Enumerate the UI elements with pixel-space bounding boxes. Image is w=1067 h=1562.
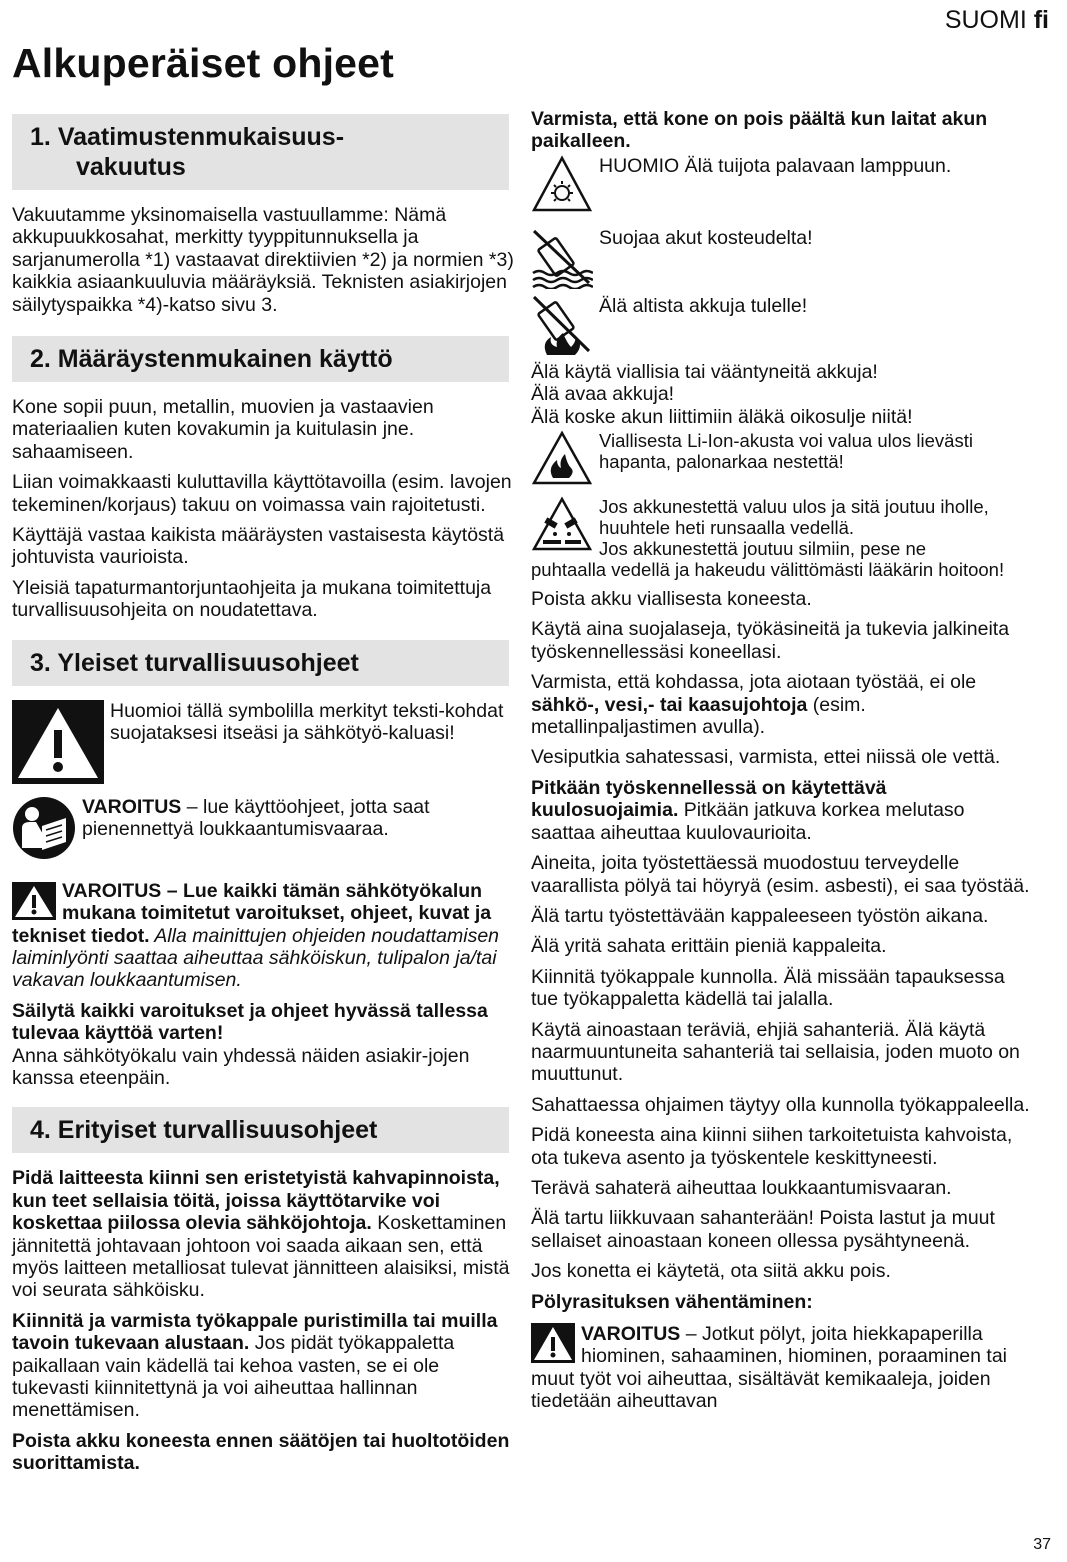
page-number: 37 [1033, 1536, 1051, 1553]
fire-warning: Älä altista akkuja tulelle! [531, 295, 1031, 357]
hazardous-dust-note: Aineita, joita työstettäessä muodostuu terveydelle vaarallista pölyä tai höyryä (esim. asbesti), ei saa työstää. [531, 852, 1030, 897]
keep-instructions: Säilytä kaikki varoitukset ja ohjeet hyvässä tallessa tulevaa käyttöä varten! Anna sähkötyökalu vain yhdessä näiden asiakir-jojen kanssa eteenpäin. [12, 999, 488, 1089]
section-1-heading: 1. Vaatimustenmukaisuus- vakuutus [12, 114, 509, 190]
right-column [531, 108, 1031, 1421]
flammable-icon [531, 430, 593, 486]
small-pieces-note: Älä yritä sahata erittäin pieniä kappaleita. [531, 935, 887, 958]
guide-note: Sahattaessa ohjaimen täytyy olla kunnolla työkappaleella. [531, 1093, 1030, 1116]
eyes-note: puhtaalla vedellä ja hakeudu välittömästi lääkärin hoitoon! [531, 559, 1005, 581]
clamp-note: Kiinnitä työkappale kunnolla. Älä missään tapauksessa tue työkappaletta kädellä tai jalalla. [531, 965, 1005, 1011]
usage-paragraph-2: Liian voimakkaasti kuluttavilla käyttötavoilla (esim. lavojen tekeminen/korjaus) takuu on voimassa vain rajoitetusti. [12, 471, 512, 516]
lamp-warning-icon [531, 155, 593, 213]
unused-note: Jos konetta ei käytetä, ota siitä akku pois. [531, 1260, 891, 1283]
read-manual-icon [12, 796, 76, 860]
special-safety-1: Pidä laitteesta kiinni sen eristetyistä kahvapinnoista, kun teet sellaisia töitä, joissa käyttötarvike voi koskettaa piilossa olevia sähköjohtoja. Koskettaminen jännitettä johtavaan johtoon voi saada aikaan sen, että myös laitteen metalliosat tulevat jännitteen alaisiksi, mistä voi seurata sähköisku. [12, 1167, 510, 1302]
no-fire-icon [531, 295, 593, 357]
usage-paragraph-1: Kone sopii puun, metallin, muovien ja vastaavien materiaalien kuten kovakumin ja kuitulasin jne. sahaamiseen. [12, 396, 434, 463]
skin-warning: Jos akkunestettä valuu ulos ja sitä joutuu iholle, huuhtele heti runsaalla vedellä. Jos akkunestettä joutuu silmiin, pese ne [531, 496, 1031, 559]
leak-warning: Viallisesta Li-Ion-akusta voi valua ulos lievästi hapanta, palonarkaa nestettä! [531, 430, 1031, 486]
read-manual-note: VAROITUS – lue käyttöohjeet, jotta saat pienennettyä loukkaantumisvaaraa. [12, 796, 514, 860]
section-3-heading: 3. Yleiset turvallisuusohjeet [12, 640, 509, 686]
sharp-blade-note: Terävä sahaterä aiheuttaa loukkaantumisvaaran. [531, 1176, 952, 1199]
usage-paragraph-3: Käyttäjä vastaa kaikista määräysten vastaisesta käytöstä johtuvista vaurioista. [12, 524, 505, 569]
hearing-note: Pitkään työskennellessä on käytettävä kuulosuojaimia. Pitkään jatkuva korkea melutaso saattaa aiheuttaa kuulovaurioita. [531, 776, 965, 844]
battery-off-note: Varmista, että kone on pois päältä kun laitat akun paikalleen. [531, 108, 988, 153]
moving-blade-note: Älä tartu liikkuvaan sahanterään! Poista lastut ja muut sellaiset ainoastaan koneen ollessa pysähtyneenä. [531, 1207, 995, 1252]
left-column [12, 108, 514, 1483]
page-title: Alkuperäiset ohjeet [12, 40, 395, 86]
warning-small-icon [531, 1323, 575, 1363]
usage-paragraph-4: Yleisiä tapaturmantorjuntaohjeita ja mukana toimitettuja turvallisuusohjeita on noudatettava. [12, 576, 492, 622]
section-4-heading: 4. Erityiset turvallisuusohjeet [12, 1107, 509, 1153]
declaration-text: Vakuutamme yksinomaisella vastuullamme: Nämä akkupuukkosahat, merkitty tyyppitunnuksella ja sarjanumerolla *1) vastaavat direktiivien *2) ja normien *3) kaikkia asiaankuuluvia määräyksiä. Teknisten asiakirjojen säilytyspaikka *4)-katso sivu 3. [12, 204, 514, 316]
ppe-note: Käytä aina suojalaseja, työkäsineitä ja tukevia jalkineita työskennellessäsi koneellasi. [531, 618, 1010, 663]
remove-battery-note: Poista akku viallisesta koneesta. [531, 588, 812, 611]
warning-triangle-icon [12, 700, 104, 784]
lamp-warning: HUOMIO Älä tuijota palavaan lamppuun. [531, 155, 1031, 213]
dust-warning-block: VAROITUS – Jotkut pölyt, joita hiekkapaperilla hiominen, sahaaminen, hiominen, poraaminen tai muut työt voi aiheuttaa, sisältävät kemikaaleja, joiden tiedetään aiheuttavan [531, 1323, 1008, 1413]
warning-symbol-note: Huomioi tällä symbolilla merkityt teksti-kohdat suojataksesi itseäsi ja sähkötyö-kaluasi! [12, 700, 514, 784]
damaged-battery-notes: Älä käytä viallisia tai vääntyneitä akkuja! Älä avaa akkuja! Älä koske akun liittimiin äläkä oikosulje niitä! [531, 360, 913, 428]
special-safety-2: Kiinnitä ja varmista työkappale puristimilla tai muilla tavoin tukevaan alustaan. Jos pidät työkappaletta paikallaan vain kädellä tai kehoa vasten, se ei ole tukevasti kiinnitettynä ja voi aiheuttaa hallinnan menettämisen. [12, 1309, 498, 1422]
water-pipes-note: Vesiputkia sahatessasi, varmista, ettei niissä ole vettä. [531, 746, 1001, 769]
handles-note: Pidä koneesta aina kiinni siihen tarkoitetuista kahvoista, ota tukeva asento ja työskentele keskittyneesti. [531, 1124, 1013, 1169]
warning-small-icon [12, 882, 56, 920]
section-2-heading: 2. Määräystenmukainen käyttö [12, 336, 509, 382]
dust-reduction-title: Pölyrasituksen vähentäminen: [531, 1290, 813, 1313]
blades-note: Käytä ainoastaan teräviä, ehjiä sahanteriä. Älä käytä naarmuuntuneita sahanteriä tai sellaisia, joden muoto on muuttunut. [531, 1018, 1020, 1086]
general-warning-block: VAROITUS – Lue kaikki tämän sähkötyökalun mukana toimitetut varoitukset, ohjeet, kuvat ja tekniset tiedot. Alla mainittujen ohjeiden noudattamisen laiminlyönti saattaa aiheuttaa sähköiskun, tulipalon ja/tai vakavan loukkaantumisen. [12, 879, 500, 992]
special-safety-3: Poista akku koneesta ennen säätöjen tai huoltotöiden suorittamista. [12, 1429, 510, 1475]
moisture-warning: Suojaa akut kosteudelta! [531, 227, 1031, 289]
grab-note: Älä tartu työstettävään kappaleeseen työstön aikana. [531, 904, 989, 927]
no-moisture-icon [531, 227, 593, 289]
utility-lines-note: Varmista, että kohdassa, jota aiotaan työstää, ei ole sähkö-, vesi,- tai kaasujohtoja (esim. metallinpaljastimen avulla). [531, 671, 977, 739]
language-label: SUOMI fi [944, 6, 1049, 34]
corrosive-icon [531, 496, 593, 552]
